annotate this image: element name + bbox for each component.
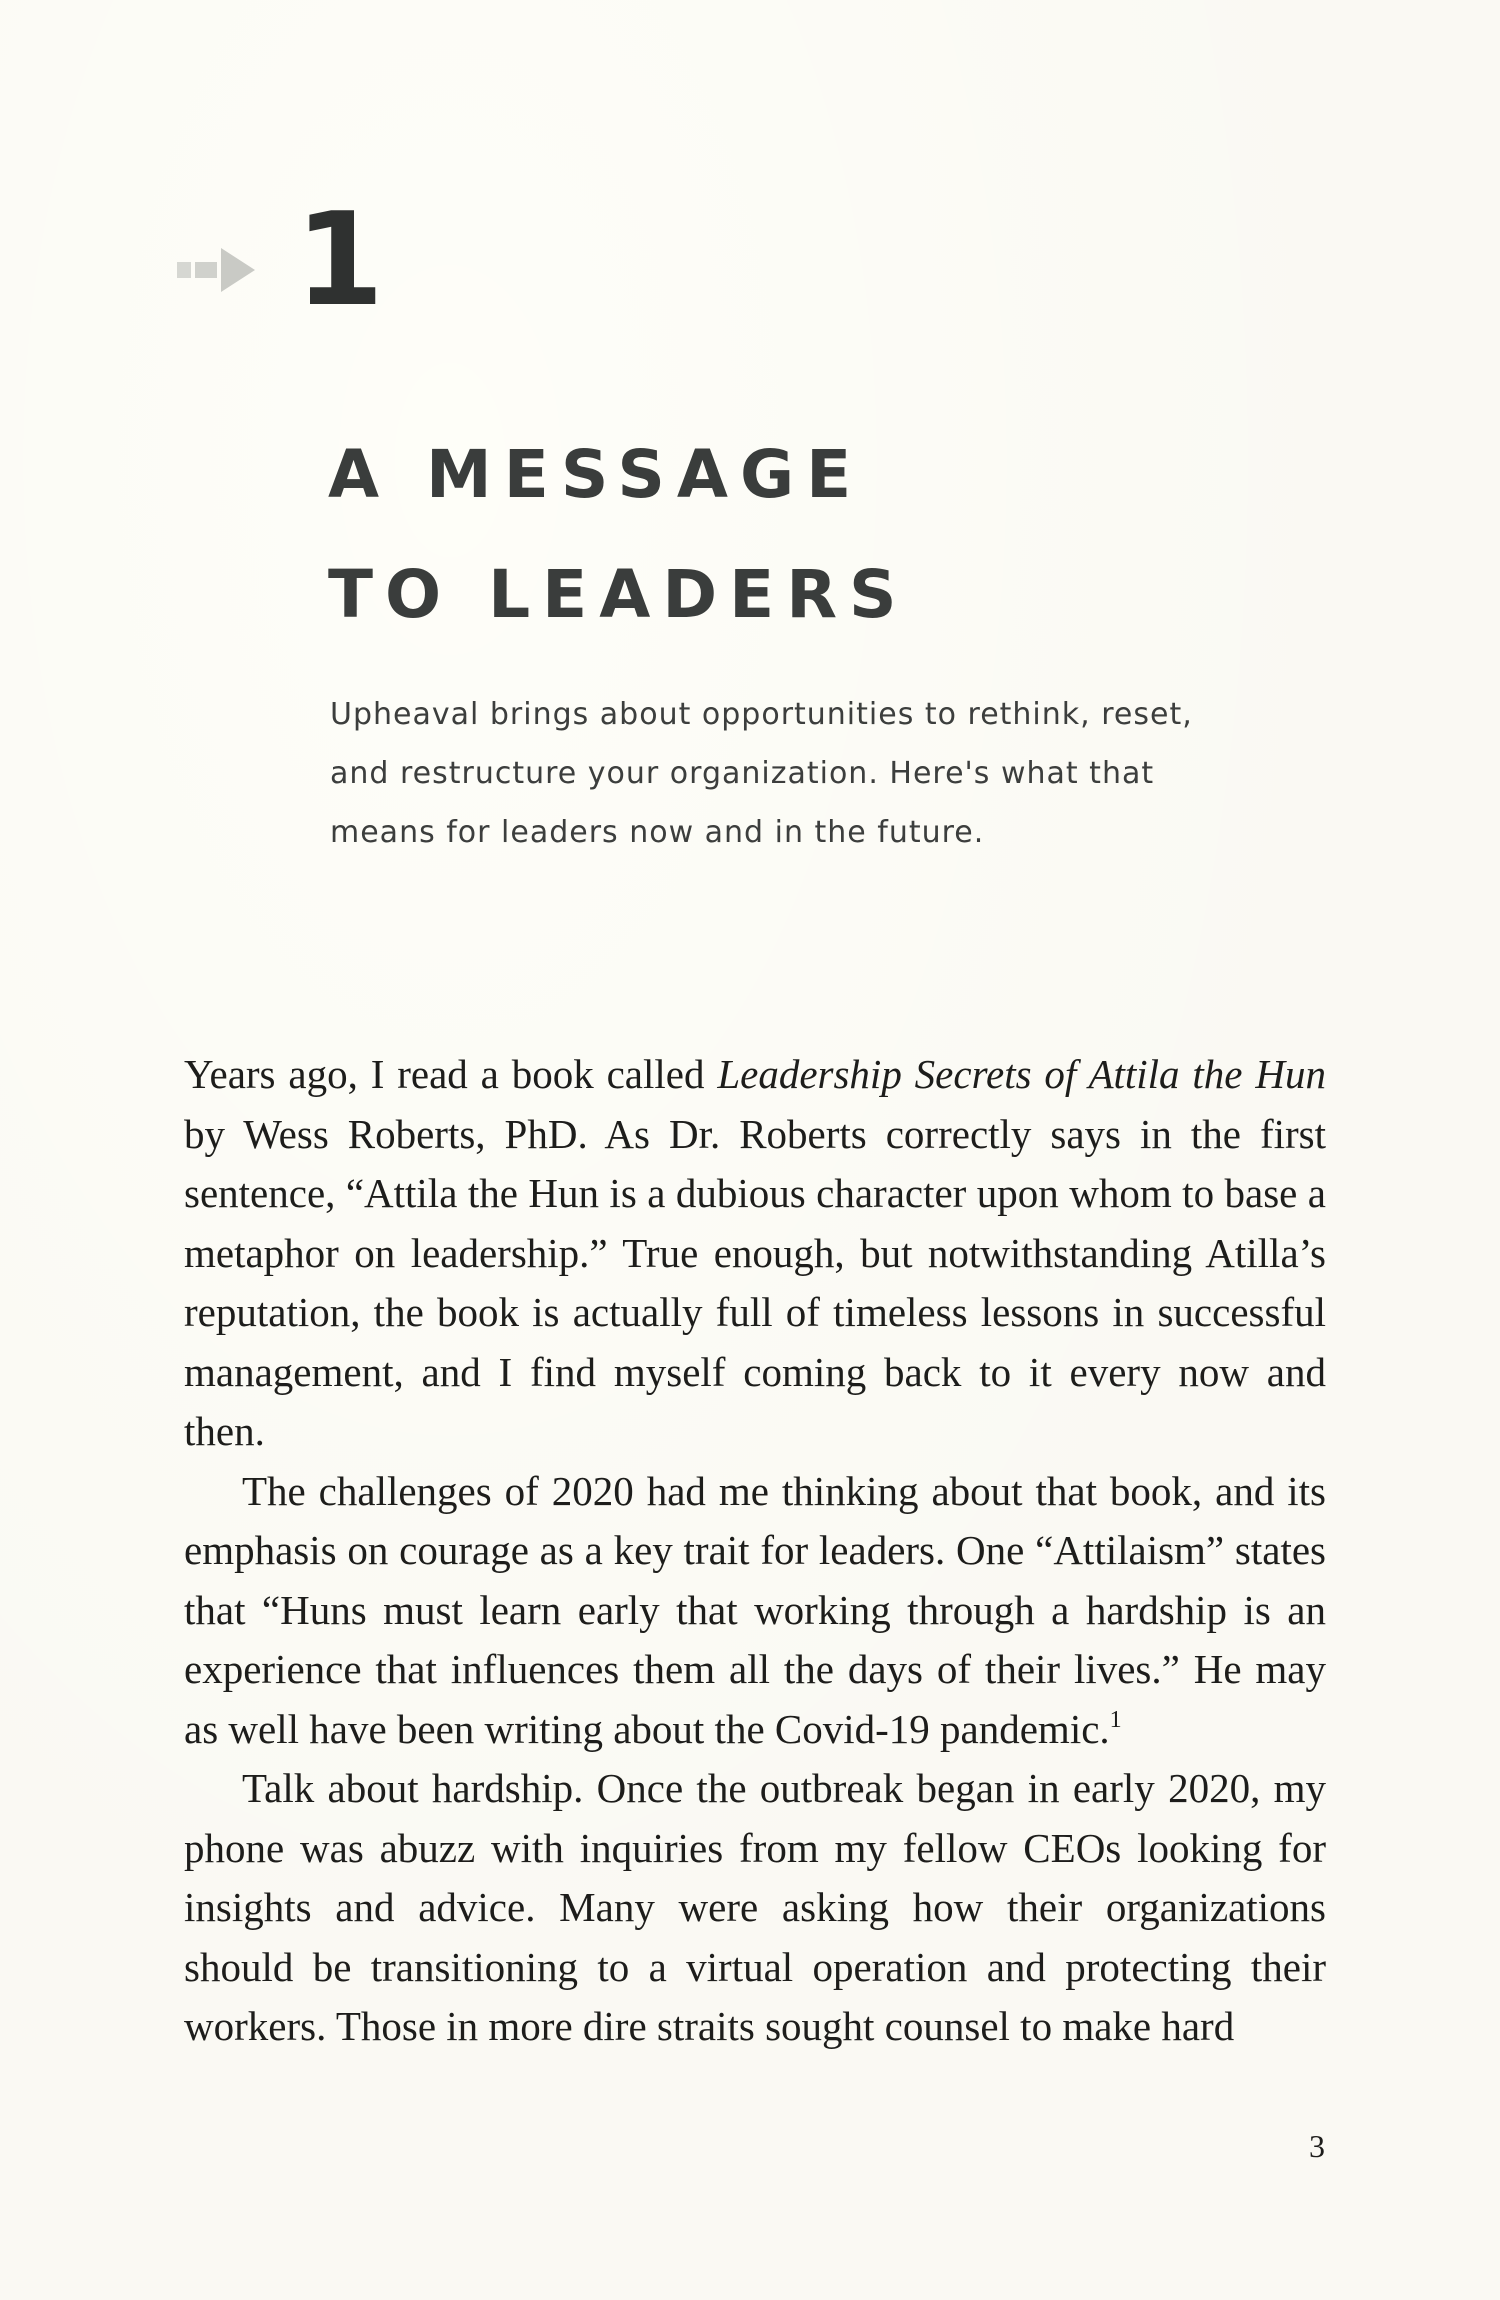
paragraph-1-lead: Years ago, I read a book called bbox=[184, 1051, 718, 1097]
chapter-title-line-1: A MESSAGE bbox=[328, 436, 864, 513]
chapter-marker bbox=[175, 185, 385, 335]
footnote-marker[interactable]: 1 bbox=[1109, 1706, 1122, 1733]
chapter-title-line-2: TO LEADERS bbox=[328, 556, 909, 633]
paragraph-1 bbox=[184, 1045, 1326, 1462]
chapter-title bbox=[328, 415, 1228, 655]
chapter-number: 1 bbox=[295, 186, 385, 335]
paragraph-2 bbox=[184, 1462, 1326, 1760]
paragraph-1-rest: by Wess Roberts, PhD. As Dr. Roberts correctly says in the first sentence, “Attila the Hun is a dubious character upon whom to base a metaphor on leadership.” True enough, but notwithstanding Atilla’s reputation, the book is actually full of timeless lessons in successful management, and I find myself coming back to it every now and then. bbox=[184, 1110, 1326, 1454]
paragraph-2-text: The challenges of 2020 had me thinking about that book, and its emphasis on courage as a key trait for leaders. One “Attilaism” states that “Huns must learn early that working through a hardship is an experience that influences them all the days of their lives.” He may as well have been writing about the Covid-19 pandemic. bbox=[184, 1467, 1326, 1752]
arrow-right-icon bbox=[175, 240, 265, 300]
book-title: Leadership Secrets of Attila the Hun bbox=[717, 1051, 1326, 1097]
paragraph-3-text: Talk about hardship. Once the outbreak began in early 2020, my phone was abuzz with inquiries from my fellow CEOs looking for insights and advice. Many were asking how their organizations should be transitioning to a virtual operation and protecting their workers. Those in more dire straits sought counsel to make hard bbox=[184, 1765, 1326, 2049]
chapter-subtitle: Upheaval brings about opportunities to rethink, reset, and restructure your organization. Here's what that means for leaders now and in the future. bbox=[330, 697, 1193, 850]
body-text bbox=[184, 1045, 1326, 2057]
paragraph-3 bbox=[184, 1759, 1326, 2057]
page-number: 3 bbox=[1309, 2128, 1325, 2164]
